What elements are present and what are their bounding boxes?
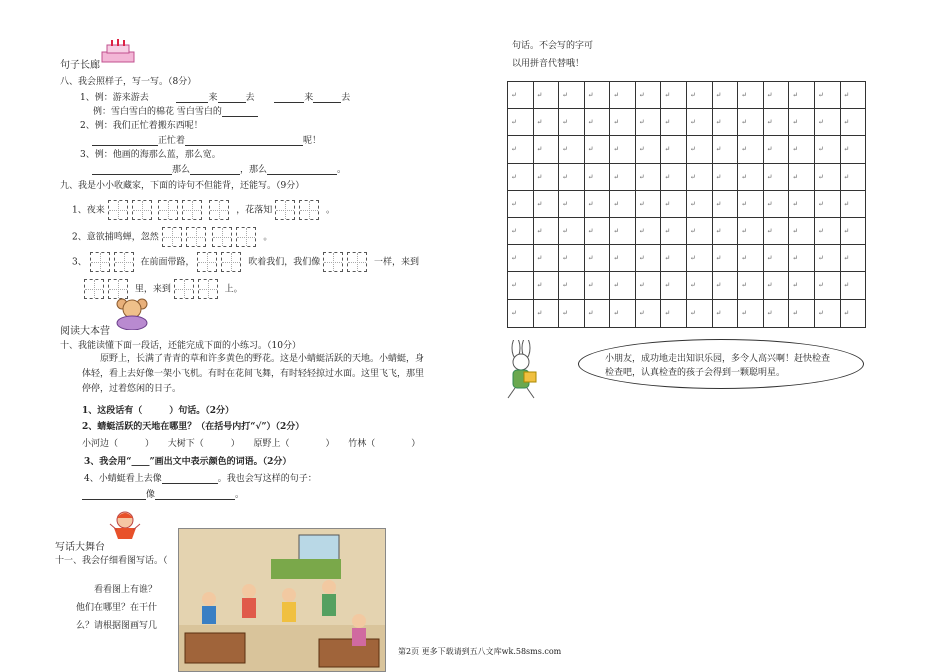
- q9-line2: 2、意欲捕鸣蝉，忽然 。: [72, 227, 272, 247]
- grid-cell[interactable]: ↵: [636, 82, 662, 108]
- grid-cell[interactable]: ↵: [789, 245, 815, 271]
- option-field[interactable]: 原野上（ ）: [253, 439, 335, 449]
- grid-cell[interactable]: ↵: [738, 218, 764, 244]
- q10-passage: 原野上，长满了青青的草和许多黄色的野花。这是小蜻蜓活跃的天地。小蜻蜓，身体轻，看上去好像一架小飞机。有时在花间飞舞，有时轻轻掠过水面。这里飞飞，那里停停，过着悠闲的日子。: [82, 354, 425, 394]
- grid-cell[interactable]: ↵: [738, 136, 764, 162]
- grid-cell[interactable]: ↵: [661, 82, 687, 108]
- grid-cell[interactable]: ↵: [559, 191, 585, 217]
- q9-title: 九、我是小小收藏家，下面的诗句不但能背，还能写。（9分）: [60, 181, 305, 191]
- grid-cell[interactable]: ↵: [687, 191, 713, 217]
- grid-cell[interactable]: ↵: [508, 218, 534, 244]
- girl-icon: [102, 510, 148, 543]
- grid-cell[interactable]: ↵: [713, 136, 739, 162]
- grid-row: [508, 109, 865, 136]
- grid-cell[interactable]: ↵: [713, 245, 739, 271]
- grid-cell[interactable]: ↵: [713, 82, 739, 108]
- q9-line3b: 里，来到 上。: [84, 279, 243, 299]
- grid-cell[interactable]: ↵: [508, 164, 534, 190]
- grid-cell[interactable]: ↵: [610, 300, 636, 327]
- grid-cell[interactable]: ↵: [559, 300, 585, 327]
- q8-line2b: 正忙着 呢！: [92, 133, 321, 146]
- grid-cell[interactable]: ↵: [636, 218, 662, 244]
- grid-cell[interactable]: ↵: [661, 300, 687, 327]
- grid-cell[interactable]: ↵: [661, 164, 687, 190]
- grid-cell[interactable]: ↵: [610, 109, 636, 135]
- grid-cell[interactable]: ↵: [815, 109, 841, 135]
- cake-icon: [98, 38, 138, 67]
- grid-cell[interactable]: ↵: [585, 300, 611, 327]
- grid-cell[interactable]: ↵: [585, 109, 611, 135]
- section-writing-title: 写话大舞台: [55, 542, 105, 553]
- grid-cell[interactable]: ↵: [789, 218, 815, 244]
- q8-line1: 1、例：游来游去 来 去 来 去: [80, 93, 351, 103]
- grid-cell[interactable]: ↵: [559, 109, 585, 135]
- grid-row: [508, 136, 865, 163]
- grid-cell[interactable]: ↵: [559, 218, 585, 244]
- grid-cell[interactable]: ↵: [661, 245, 687, 271]
- grid-cell[interactable]: ↵: [534, 164, 560, 190]
- grid-cell[interactable]: ↵: [559, 245, 585, 271]
- q10-q3: 3、我会用“____”画出文中表示颜色的词语。（2分）: [84, 457, 292, 467]
- grid-cell[interactable]: ↵: [815, 82, 841, 108]
- q8-example1: 1、例：游来游去: [80, 93, 149, 103]
- grid-cell[interactable]: ↵: [789, 272, 815, 298]
- grid-cell[interactable]: ↵: [559, 136, 585, 162]
- grid-cell[interactable]: ↵: [585, 272, 611, 298]
- grid-cell[interactable]: ↵: [764, 82, 790, 108]
- grid-cell[interactable]: ↵: [636, 191, 662, 217]
- q8-line1b: 例：雪白雪白的棉花 雪白雪白的: [93, 104, 258, 117]
- write-box[interactable]: [182, 200, 202, 220]
- grid-cell[interactable]: ↵: [815, 136, 841, 162]
- grid-row: [508, 300, 865, 327]
- write-box[interactable]: [198, 279, 218, 299]
- q10-q2-options: [82, 436, 420, 449]
- option-tree[interactable]: 大树下（ ）: [167, 439, 240, 449]
- grid-cell[interactable]: ↵: [843, 199, 850, 208]
- grid-cell[interactable]: ↵: [815, 300, 841, 327]
- q10-q4: 4、小蜻蜓看上去像 。我也会写这样的句子：: [84, 474, 317, 484]
- grid-cell[interactable]: ↵: [789, 191, 815, 217]
- grid-cell[interactable]: ↵: [661, 218, 687, 244]
- writing-grid[interactable]: [507, 81, 866, 328]
- grid-cell[interactable]: ↵: [789, 109, 815, 135]
- grid-cell[interactable]: ↵: [534, 109, 560, 135]
- section-sentence-title: 句子长廊: [60, 60, 100, 71]
- write-box[interactable]: [186, 227, 206, 247]
- grid-row: [508, 164, 865, 191]
- q8-line3b: 那么 ，那么 。: [92, 162, 346, 175]
- grid-cell[interactable]: ↵: [534, 300, 560, 327]
- grid-cell[interactable]: ↵: [764, 300, 790, 327]
- grid-cell[interactable]: ↵: [636, 109, 662, 135]
- grid-cell[interactable]: ↵: [636, 136, 662, 162]
- option-bamboo[interactable]: 竹林（ ）: [348, 439, 421, 449]
- write-box[interactable]: [84, 279, 104, 299]
- rabbit-icon: [498, 340, 548, 403]
- q11-prompt3: 么？请根据图画写几: [76, 621, 158, 631]
- grid-cell[interactable]: ↵: [534, 272, 560, 298]
- grid-cell[interactable]: ↵: [636, 164, 662, 190]
- grid-cell[interactable]: ↵: [764, 109, 790, 135]
- grid-cell[interactable]: ↵: [738, 82, 764, 108]
- q8-title: 八、我会照样子，写一写。（8分）: [60, 77, 197, 87]
- grid-cell[interactable]: ↵: [843, 308, 850, 317]
- write-box[interactable]: [158, 200, 178, 220]
- grid-cell[interactable]: ↵: [508, 245, 534, 271]
- grid-cell[interactable]: ↵: [815, 272, 841, 298]
- grid-cell[interactable]: ↵: [843, 226, 850, 235]
- grid-cell[interactable]: ↵: [687, 136, 713, 162]
- option-river[interactable]: 小河边（ ）: [82, 439, 155, 449]
- write-box[interactable]: [347, 252, 367, 272]
- write-box[interactable]: [90, 252, 110, 272]
- grid-cell[interactable]: ↵: [585, 191, 611, 217]
- grid-cell[interactable]: ↵: [843, 118, 850, 127]
- grid-cell[interactable]: ↵: [585, 164, 611, 190]
- q11-title: 十一、我会仔细看图写话。（: [55, 556, 168, 566]
- grid-row: [508, 272, 865, 299]
- grid-cell[interactable]: ↵: [687, 300, 713, 327]
- grid-row: [508, 82, 865, 109]
- q8-line3: 3、例：他画的海那么蓝，那么宽。: [80, 150, 221, 160]
- grid-cell[interactable]: ↵: [610, 82, 636, 108]
- q11-prompt1: 看看图上有谁？: [94, 585, 158, 595]
- grid-cell[interactable]: ↵: [713, 272, 739, 298]
- grid-cell[interactable]: ↵: [713, 164, 739, 190]
- grid-cell[interactable]: ↵: [713, 218, 739, 244]
- grid-cell[interactable]: ↵: [687, 82, 713, 108]
- grid-cell[interactable]: ↵: [687, 245, 713, 271]
- grid-cell[interactable]: ↵: [508, 82, 534, 108]
- grid-row: [508, 191, 865, 218]
- grid-cell[interactable]: ↵: [610, 191, 636, 217]
- write-box[interactable]: [209, 200, 229, 220]
- grid-cell[interactable]: ↵: [843, 145, 850, 154]
- section-reading-title: 阅读大本营: [60, 326, 110, 337]
- write-box[interactable]: [323, 252, 343, 272]
- grid-cell[interactable]: ↵: [843, 254, 850, 263]
- grid-cell[interactable]: ↵: [559, 164, 585, 190]
- grid-cell[interactable]: ↵: [687, 164, 713, 190]
- grid-cell[interactable]: ↵: [738, 191, 764, 217]
- grid-cell[interactable]: ↵: [508, 191, 534, 217]
- grid-cell[interactable]: ↵: [789, 82, 815, 108]
- grid-cell[interactable]: ↵: [559, 272, 585, 298]
- q10-q2: 2、蜻蜓活跃的天地在哪里？（在括号内打“√”）（2分）: [82, 422, 305, 432]
- grid-cell[interactable]: ↵: [508, 272, 534, 298]
- q11-prompt2: 他们在哪里？在干什: [76, 603, 158, 613]
- grid-cell[interactable]: ↵: [661, 109, 687, 135]
- write-box[interactable]: [108, 200, 128, 220]
- grid-cell[interactable]: ↵: [687, 109, 713, 135]
- write-box[interactable]: [275, 200, 295, 220]
- grid-cell[interactable]: ↵: [585, 245, 611, 271]
- grid-cell[interactable]: ↵: [789, 164, 815, 190]
- grid-cell[interactable]: ↵: [534, 191, 560, 217]
- grid-cell[interactable]: ↵: [534, 136, 560, 162]
- write-box[interactable]: [174, 279, 194, 299]
- grid-cell[interactable]: ↵: [738, 245, 764, 271]
- grid-cell[interactable]: ↵: [636, 272, 662, 298]
- grid-cell[interactable]: ↵: [636, 300, 662, 327]
- q10-title: 十、我能读懂下面一段话，还能完成下面的小练习。（10分）: [60, 341, 301, 351]
- grid-cell[interactable]: ↵: [508, 300, 534, 327]
- grid-row: [508, 245, 865, 272]
- grid-cell[interactable]: ↵: [764, 136, 790, 162]
- write-box[interactable]: [114, 252, 134, 272]
- grid-cell[interactable]: ↵: [534, 82, 560, 108]
- classroom-illustration: [178, 528, 386, 672]
- write-box[interactable]: [162, 227, 182, 247]
- grid-cell[interactable]: ↵: [713, 109, 739, 135]
- grid-cell[interactable]: ↵: [585, 136, 611, 162]
- grid-cell[interactable]: ↵: [508, 109, 534, 135]
- grid-cell[interactable]: ↵: [764, 245, 790, 271]
- q8-line2: 2、例：我们正忙着搬东西呢！: [80, 121, 203, 131]
- grid-cell[interactable]: ↵: [610, 272, 636, 298]
- grid-cell[interactable]: ↵: [789, 300, 815, 327]
- q11-continuation-2: 以用拼音代替哦！: [512, 59, 585, 69]
- grid-row: [508, 218, 865, 245]
- grid-cell[interactable]: ↵: [610, 136, 636, 162]
- grid-cell[interactable]: ↵: [789, 136, 815, 162]
- grid-cell[interactable]: ↵: [815, 191, 841, 217]
- grid-cell[interactable]: ↵: [764, 191, 790, 217]
- grid-cell[interactable]: ↵: [661, 191, 687, 217]
- grid-cell[interactable]: ↵: [815, 245, 841, 271]
- teddy-bear-icon: [110, 296, 154, 333]
- page-footer: 第2页 更多下载请到五八文库wk.58sms.com: [398, 647, 562, 656]
- write-box[interactable]: [221, 252, 241, 272]
- grid-cell[interactable]: ↵: [764, 164, 790, 190]
- grid-cell[interactable]: ↵: [713, 300, 739, 327]
- q9-line1: 1、夜来 ，花落知 。: [72, 200, 335, 220]
- q11-continuation-1: 句话。不会写的字可: [512, 41, 594, 51]
- grid-cell[interactable]: ↵: [738, 109, 764, 135]
- grid-cell[interactable]: ↵: [815, 164, 841, 190]
- grid-cell[interactable]: ↵: [843, 172, 850, 181]
- grid-cell[interactable]: ↵: [738, 164, 764, 190]
- grid-cell[interactable]: ↵: [508, 136, 534, 162]
- grid-cell[interactable]: ↵: [610, 218, 636, 244]
- grid-cell[interactable]: ↵: [713, 191, 739, 217]
- grid-cell[interactable]: ↵: [843, 281, 850, 290]
- grid-cell[interactable]: ↵: [843, 91, 850, 99]
- grid-cell[interactable]: ↵: [738, 272, 764, 298]
- speech-bubble: 小朋友，成功地走出知识乐园，多令人高兴啊！赶快检查检查吧，认真检查的孩子会得到一颗聪明星。: [578, 339, 864, 389]
- grid-cell[interactable]: ↵: [585, 82, 611, 108]
- write-box[interactable]: [197, 252, 217, 272]
- grid-cell[interactable]: ↵: [534, 218, 560, 244]
- write-box[interactable]: [299, 200, 319, 220]
- grid-cell[interactable]: ↵: [738, 300, 764, 327]
- grid-cell[interactable]: ↵: [687, 218, 713, 244]
- grid-cell[interactable]: ↵: [661, 272, 687, 298]
- grid-cell[interactable]: ↵: [610, 164, 636, 190]
- grid-cell[interactable]: ↵: [661, 136, 687, 162]
- grid-cell[interactable]: ↵: [636, 245, 662, 271]
- write-box[interactable]: [212, 227, 232, 247]
- grid-cell[interactable]: ↵: [559, 82, 585, 108]
- grid-cell[interactable]: ↵: [764, 272, 790, 298]
- q10-q1: 1、这段话有（ ）句话。（2分）: [82, 406, 235, 416]
- q10-q4b: 像 。: [82, 487, 244, 500]
- write-box[interactable]: [132, 200, 152, 220]
- grid-cell[interactable]: ↵: [687, 272, 713, 298]
- grid-cell[interactable]: ↵: [585, 218, 611, 244]
- grid-cell[interactable]: ↵: [764, 218, 790, 244]
- grid-cell[interactable]: ↵: [534, 245, 560, 271]
- grid-cell[interactable]: ↵: [610, 245, 636, 271]
- q9-line3: 3、 在前面带路， 吹着我们，我们像 一样，来到: [72, 252, 419, 272]
- grid-cell[interactable]: ↵: [815, 218, 841, 244]
- write-box[interactable]: [236, 227, 256, 247]
